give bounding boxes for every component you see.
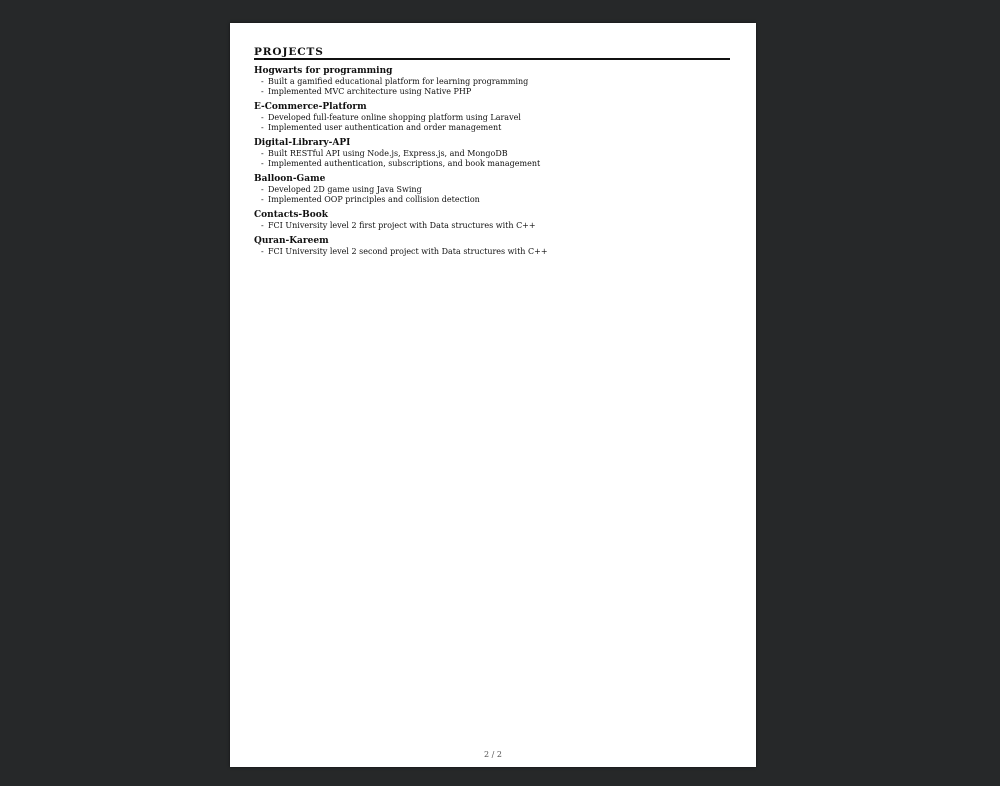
project-entry: [254, 102, 730, 133]
project-bullet: [254, 113, 730, 123]
project-bullet: [254, 159, 730, 169]
project-title: Digital-Library-API: [254, 138, 351, 148]
document-page: [230, 23, 756, 767]
project-bullet: [254, 77, 730, 87]
project-title: Quran-Kareem: [254, 236, 329, 246]
bullet-text: Developed 2D game using Java Swing: [268, 185, 422, 194]
project-bullets: [254, 113, 730, 133]
project-entry: [254, 138, 730, 169]
project-entry: [254, 66, 730, 97]
bullet-text: Built RESTful API using Node.js, Express.js, and MongoDB: [268, 149, 508, 158]
bullet-text: Implemented OOP principles and collision detection: [268, 195, 480, 204]
project-bullets: [254, 77, 730, 97]
bullet-dash: -: [261, 159, 264, 168]
bullet-text: Built a gamified educational platform for learning programming: [268, 77, 529, 86]
project-entry: [254, 236, 730, 257]
project-bullet: [254, 247, 730, 257]
bullet-dash: -: [261, 221, 264, 230]
bullet-dash: -: [261, 123, 264, 132]
page-number: 2 / 2: [484, 750, 502, 759]
project-title: Balloon-Game: [254, 174, 326, 184]
project-title: Contacts-Book: [254, 210, 328, 220]
bullet-text: FCI University level 2 first project with Data structures with C++: [268, 221, 536, 230]
project-title: E-Commerce-Platform: [254, 102, 367, 112]
bullet-text: Implemented user authentication and order management: [268, 123, 502, 132]
project-bullet: [254, 221, 730, 231]
bullet-text: FCI University level 2 second project with Data structures with C++: [268, 247, 548, 256]
bullet-dash: -: [261, 149, 264, 158]
bullet-text: Developed full-feature online shopping platform using Laravel: [268, 113, 521, 122]
bullet-dash: -: [261, 185, 264, 194]
bullet-dash: -: [261, 247, 264, 256]
bullet-dash: -: [261, 77, 264, 86]
project-bullets: [254, 247, 730, 257]
project-bullets: [254, 221, 730, 231]
bullet-text: Implemented authentication, subscriptions, and book management: [268, 159, 541, 168]
project-title: Hogwarts for programming: [254, 66, 393, 76]
project-entry: [254, 174, 730, 205]
projects-list: [254, 66, 730, 262]
section-heading-projects: PROJECTS: [254, 46, 324, 58]
project-bullet: [254, 87, 730, 97]
project-bullets: [254, 185, 730, 205]
bullet-dash: -: [261, 87, 264, 96]
bullet-text: Implemented MVC architecture using Native PHP: [268, 87, 472, 96]
bullet-dash: -: [261, 195, 264, 204]
project-bullets: [254, 149, 730, 169]
bullet-dash: -: [261, 113, 264, 122]
project-bullet: [254, 185, 730, 195]
section-divider: [254, 58, 730, 60]
project-bullet: [254, 195, 730, 205]
project-entry: [254, 210, 730, 231]
project-bullet: [254, 123, 730, 133]
project-bullet: [254, 149, 730, 159]
